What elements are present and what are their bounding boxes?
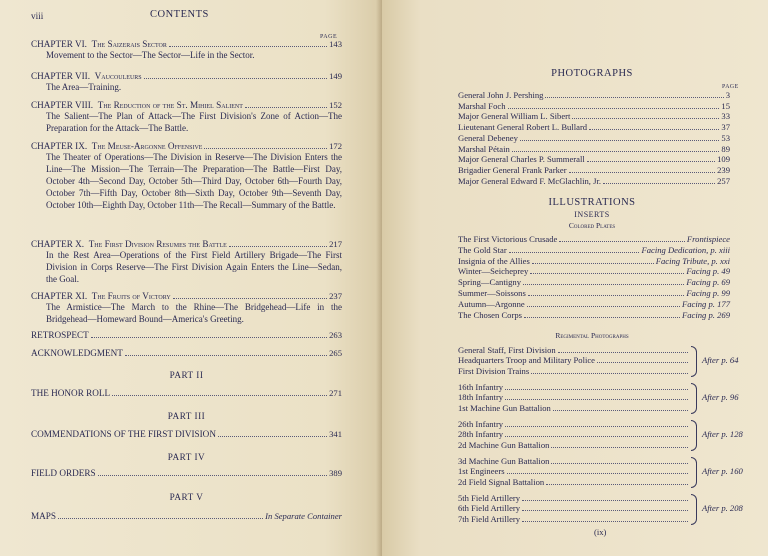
chapter-description: The Area—Training.	[46, 82, 122, 92]
leader-dots	[559, 241, 685, 242]
part-heading: PART II	[169, 370, 204, 380]
entry-note: In Separate Container	[265, 511, 342, 521]
group-brace	[691, 346, 697, 377]
colored-plate-entry	[458, 266, 730, 277]
colored-plate-entry	[458, 245, 730, 256]
entry-title: ACKNOWLEDGMENT	[31, 348, 123, 358]
leader-dots	[169, 46, 327, 47]
regimental-heading: Regimental Photographs	[555, 331, 629, 340]
chapter-title: The Meuse-Argonne Offensive	[91, 141, 203, 151]
entry-name: Insignia of the Allies	[458, 255, 530, 266]
entry-page: 239	[717, 164, 730, 175]
entry-name: 1st Engineers	[458, 466, 505, 477]
leader-dots	[531, 373, 688, 374]
chapter-description: The Salient—The Plan of Attack—The First Division's Zone of Action—The Preparation for the Attack—The Battle.	[46, 111, 342, 133]
chapter-page: 237	[329, 291, 342, 301]
entry-name: The First Victorious Crusade	[458, 234, 558, 244]
entry-page: Facing p. 177	[682, 298, 730, 309]
photograph-entry	[458, 154, 730, 165]
leader-dots	[532, 263, 654, 264]
entry-page: 53	[721, 132, 730, 143]
leader-dots	[144, 78, 327, 79]
entry-page: 265	[329, 348, 342, 358]
leader-dots	[597, 362, 688, 363]
regimental-entry	[458, 503, 690, 514]
part-heading: PART III	[167, 411, 206, 421]
entry-name: 16th Infantry	[458, 382, 504, 392]
leader-dots	[524, 317, 680, 318]
entry-name: Spring—Cantigny	[458, 277, 522, 288]
entry-name: Marshal Foch	[458, 100, 506, 111]
regimental-entry	[458, 477, 690, 488]
entry-name: Lieutenant General Robert L. Bullard	[458, 122, 588, 133]
leader-dots	[587, 161, 715, 162]
regimental-entry	[458, 382, 690, 393]
chapter-label: CHAPTER VIII.	[31, 100, 94, 110]
entry-page: Facing p. 269	[682, 309, 730, 320]
photograph-entry	[458, 144, 730, 155]
entry-name: Winter—Seicheprey	[458, 266, 529, 277]
leader-dots	[509, 252, 640, 253]
chapter-label: CHAPTER IX.	[31, 141, 88, 151]
part-heading: PART IV	[167, 452, 206, 462]
entry-name: Major General William L. Sibert	[458, 111, 571, 122]
illustrations-heading: ILLUSTRATIONS	[548, 197, 636, 208]
entry-page: 271	[329, 388, 342, 398]
leader-dots	[58, 518, 263, 519]
entry-name: Autumn—Argonne	[458, 298, 525, 309]
page-header: CONTENTS	[150, 9, 209, 20]
photograph-entry	[458, 122, 730, 133]
page-number-right: (ix)	[594, 527, 607, 537]
inserts-heading: INSERTS	[574, 210, 610, 219]
colored-plate-entry	[458, 234, 730, 245]
entry-page: Facing Tribute, p. xxi	[655, 255, 730, 266]
entry-name: First Division Trains	[458, 365, 530, 376]
leader-dots	[520, 140, 720, 141]
entry-title: FIELD ORDERS	[31, 468, 96, 478]
chapter-description: Movement to the Sector—The Sector—Life in the Sector.	[46, 50, 255, 60]
leader-dots	[505, 399, 688, 400]
entry-page: 341	[329, 429, 342, 439]
regimental-entry	[458, 429, 690, 440]
toc-entry-commendations	[31, 428, 342, 440]
leader-dots	[558, 352, 688, 353]
leader-dots	[553, 410, 688, 411]
group-brace	[691, 420, 697, 451]
toc-entry-retrospect	[31, 329, 342, 341]
leader-dots	[572, 118, 719, 119]
chapter-title: The First Division Resumes the Battle	[88, 239, 227, 249]
page-column-label: PAGE	[722, 84, 739, 90]
colored-plate-entry	[458, 277, 730, 288]
leader-dots	[545, 97, 723, 98]
entry-name: 7th Field Artillery	[458, 513, 521, 524]
group-page: After p. 208	[702, 503, 743, 513]
entry-name: Headquarters Troop and Military Police	[458, 355, 596, 366]
toc-entry-maps	[31, 510, 342, 522]
leader-dots	[546, 484, 688, 485]
toc-entry-acknowledgment	[31, 347, 342, 359]
leader-dots	[204, 148, 327, 149]
colored-plate-entry	[458, 310, 730, 321]
leader-dots	[522, 500, 688, 501]
leader-dots	[528, 295, 685, 296]
chapter-label: CHAPTER X.	[31, 239, 85, 249]
leader-dots	[603, 183, 715, 184]
entry-name: The Gold Star	[458, 244, 507, 255]
entry-name: 1st Machine Gun Battalion	[458, 402, 551, 413]
entry-title: THE HONOR ROLL	[31, 388, 111, 398]
entry-name: General Staff, First Division	[458, 345, 556, 355]
regimental-entry	[458, 514, 690, 525]
chapter-page: 217	[329, 239, 342, 249]
entry-page: 389	[329, 468, 342, 478]
entry-name: Marshal Pétain	[458, 143, 510, 154]
leader-dots	[522, 521, 688, 522]
regimental-entry	[458, 392, 690, 403]
regimental-entry	[458, 366, 690, 377]
entry-name: General John J. Pershing	[458, 90, 544, 100]
photograph-entry	[458, 176, 730, 187]
leader-dots	[551, 463, 688, 464]
leader-dots	[218, 436, 327, 437]
entry-name: Major General Charles P. Summerall	[458, 154, 585, 165]
regimental-entry	[458, 493, 690, 504]
entry-page: 109	[717, 154, 730, 165]
group-brace	[691, 494, 697, 525]
entry-page: Facing p. 69	[686, 277, 730, 288]
entry-page: Facing p. 49	[686, 266, 730, 277]
regimental-entry	[458, 355, 690, 366]
chapter-label: CHAPTER XI.	[31, 291, 88, 301]
regimental-entry	[458, 419, 690, 430]
entry-page: Facing Dedication, p. xiii	[641, 244, 730, 255]
entry-name: Major General Edward F. McGlachlin, Jr.	[458, 175, 601, 186]
leader-dots	[569, 172, 716, 173]
regimental-entry	[458, 345, 690, 356]
leader-dots	[505, 436, 688, 437]
colored-plate-entry	[458, 256, 730, 267]
entry-name: Summer—Soissons	[458, 288, 526, 298]
photograph-entry	[458, 133, 730, 144]
left-page	[0, 0, 382, 556]
entry-title: MAPS	[31, 511, 57, 521]
chapter-title: The Fruits of Victory	[91, 291, 171, 301]
entry-name: The Chosen Corps	[458, 309, 522, 320]
chapter-title: The Reduction of the St. Mihiel Salient	[97, 100, 243, 110]
entry-title: COMMENDATIONS OF THE FIRST DIVISION	[31, 429, 216, 439]
chapter-title: Vaucouleurs	[94, 71, 142, 81]
entry-page: 263	[329, 330, 342, 340]
page-number-left: viii	[31, 11, 44, 21]
colored-plate-entry	[458, 288, 730, 299]
chapter-title: The Saizerais Sector	[91, 39, 167, 49]
entry-title: RETROSPECT	[31, 330, 89, 340]
colored-plate-entry	[458, 299, 730, 310]
leader-dots	[507, 473, 688, 474]
entry-name: 18th Infantry	[458, 392, 504, 403]
group-page: After p. 96	[702, 392, 739, 402]
leader-dots	[229, 246, 327, 247]
regimental-entry	[458, 440, 690, 451]
leader-dots	[173, 298, 327, 299]
leader-dots	[523, 284, 684, 285]
chapter-page: 152	[329, 100, 342, 110]
entry-page: 33	[721, 111, 730, 122]
leader-dots	[245, 107, 327, 108]
regimental-entry	[458, 456, 690, 467]
entry-page: 3	[725, 90, 730, 100]
toc-entry-field-orders	[31, 467, 342, 479]
leader-dots	[125, 355, 327, 356]
leader-dots	[112, 395, 327, 396]
entry-name: 26th Infantry	[458, 419, 504, 429]
group-brace	[691, 383, 697, 414]
entry-page: 37	[721, 122, 730, 133]
part-heading: PART V	[169, 492, 204, 502]
leader-dots	[505, 389, 688, 390]
chapter-label: CHAPTER VI.	[31, 39, 87, 49]
chapter-description: In the Rest Area—Operations of the First Field Artillery Brigade—The First Division in Corps Reserve—The First Division Again Enters the Line—Sedan, the Goal.	[46, 250, 342, 284]
entry-page: Frontispiece	[686, 234, 730, 244]
leader-dots	[91, 337, 327, 338]
right-page	[382, 0, 768, 556]
entry-page: 89	[721, 143, 730, 154]
chapter-description: The Armistice—The March to the Rhine—The Bridgehead—Life in the Bridgehead—Homeward Bound—America's Greeting.	[46, 302, 342, 324]
entry-name: 3d Machine Gun Battalion	[458, 456, 550, 466]
chapter-page: 143	[329, 39, 342, 49]
regimental-entry	[458, 466, 690, 477]
entry-name: 5th Field Artillery	[458, 493, 521, 503]
entry-name: 2d Field Signal Battalion	[458, 476, 545, 487]
group-page: After p. 128	[702, 429, 743, 439]
leader-dots	[551, 447, 688, 448]
entry-name: 2d Machine Gun Battalion	[458, 439, 550, 450]
entry-page: Facing p. 99	[686, 288, 730, 298]
entry-page: 257	[717, 175, 730, 186]
leader-dots	[530, 273, 684, 274]
regimental-entry	[458, 403, 690, 414]
photograph-entry	[458, 101, 730, 112]
entry-name: General Debeney	[458, 132, 518, 143]
group-page: After p. 64	[702, 355, 739, 365]
chapter-description: The Theater of Operations—The Division in Reserve—The Division Enters the Line—The Mission—The Terrain—The Preparation—The Battle—First Day, October 4th—Second Day, October 5th—Third Day, October 6th—Fourth Day, October 7th—Fifth Day, October 8th—Sixth Day, October 9th—Seventh Day, October 10th—Eighth Day, October 11th—The Recall—Summary of the Battle.	[46, 152, 342, 210]
photographs-heading: PHOTOGRAPHS	[551, 68, 633, 79]
chapter-page: 149	[329, 71, 342, 81]
colored-plates-heading: Colored Plates	[568, 221, 616, 230]
chapter-label: CHAPTER VII.	[31, 71, 91, 81]
toc-entry-honor-roll	[31, 387, 342, 399]
leader-dots	[508, 108, 720, 109]
chapter-page: 172	[329, 141, 342, 151]
photograph-entry	[458, 90, 730, 101]
leader-dots	[512, 151, 720, 152]
leader-dots	[527, 306, 680, 307]
entry-name: Brigadier General Frank Parker	[458, 164, 567, 175]
entry-name: 6th Field Artillery	[458, 503, 521, 514]
page-column-label: PAGE	[320, 34, 338, 40]
entry-page: 15	[721, 100, 730, 111]
group-page: After p. 160	[702, 466, 743, 476]
group-brace	[691, 457, 697, 488]
leader-dots	[98, 475, 328, 476]
leader-dots	[589, 129, 719, 130]
photograph-entry	[458, 111, 730, 122]
photograph-entry	[458, 165, 730, 176]
leader-dots	[505, 426, 688, 427]
leader-dots	[522, 510, 688, 511]
entry-name: 28th Infantry	[458, 429, 504, 440]
